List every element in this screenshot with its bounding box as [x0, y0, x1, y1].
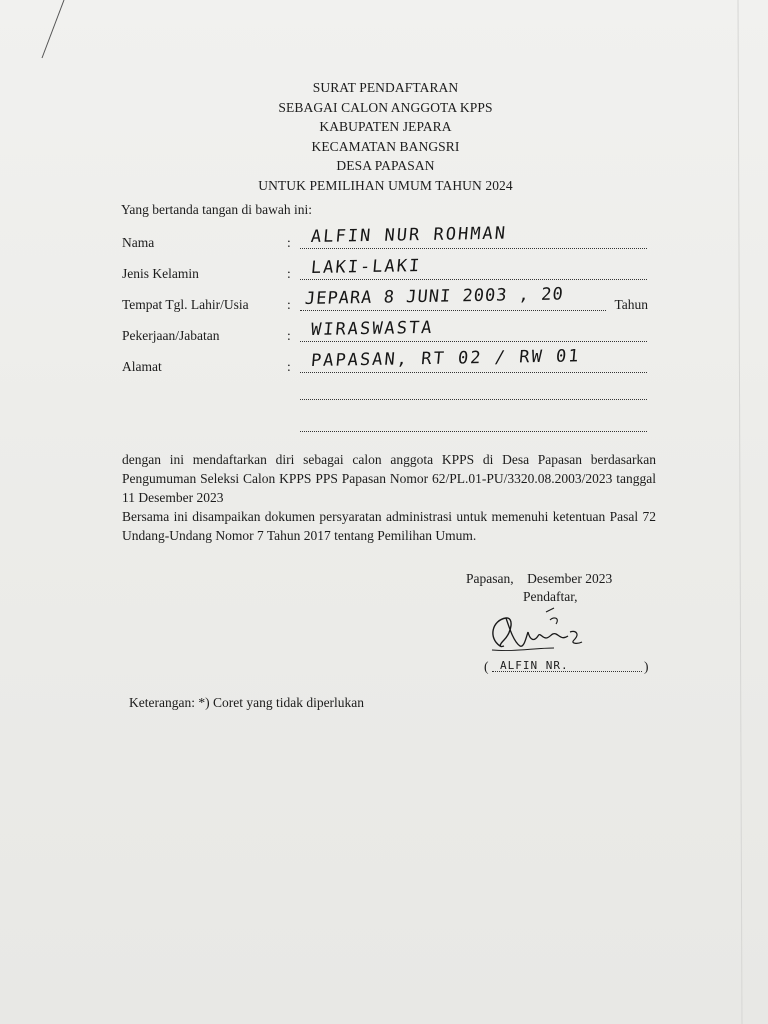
signer-name: ALFIN NR. — [500, 659, 569, 672]
paragraph-text: dengan ini mendaftarkan diri sebagai calon anggota KPPS di Desa Papasan berdasarkan Pengumuman Seleksi Calon KPPS PPS Papasan Nomor 62/PL.01-PU/3320.08.2003/2023 tanggal 11 Desember 2023 — [122, 452, 656, 505]
handwritten-value: JEPARA 8 JUNI 2003 , 20 — [304, 284, 565, 309]
field-jenis-kelamin — [122, 254, 662, 282]
handwritten-value: LAKI-LAKI — [310, 256, 423, 278]
field-label: Nama — [122, 235, 155, 250]
field-label: Alamat — [122, 359, 162, 374]
field-colon: : — [287, 297, 291, 312]
footnote: Keterangan: *) Coret yang tidak diperlukan — [129, 695, 365, 710]
title-line-5: DESA PAPASAN — [336, 158, 435, 173]
handwritten-value: PAPASAN, RT 02 / RW 01 — [310, 346, 582, 371]
intro-text: Yang bertanda tangan di bawah ini: — [121, 202, 312, 217]
dotted-line — [300, 279, 647, 280]
field-colon: : — [287, 266, 291, 281]
paren-open: ( — [484, 659, 489, 674]
document-title — [0, 78, 768, 195]
address-blank-line-1 — [300, 399, 647, 400]
field-colon: : — [287, 328, 291, 343]
title-line-4: KECAMATAN BANGSRI — [311, 138, 460, 154]
handwritten-value: WIRASWASTA — [310, 317, 435, 340]
paren-close: ) — [644, 659, 649, 674]
place-date: Papasan, Desember 2023 — [466, 571, 613, 586]
dotted-line — [300, 310, 606, 311]
dotted-line — [300, 248, 647, 249]
field-label: Pekerjaan/Jabatan — [122, 328, 220, 343]
field-colon: : — [287, 235, 291, 250]
signature-image — [484, 602, 594, 662]
paragraph-text: Bersama ini disampaikan dokumen persyaratan administrasi untuk memenuhi ketentuan Pasal 72 Undang-Undang Nomor 7 Tahun 2017 tentang Pemilihan Umum. — [122, 509, 656, 543]
field-nama — [122, 223, 662, 251]
dotted-line — [300, 372, 647, 373]
title-line-1: SURAT PENDAFTARAN — [312, 80, 459, 95]
handwritten-value: ALFIN NUR ROHMAN — [310, 223, 508, 247]
registration-paragraph — [122, 450, 656, 507]
field-tempat-tgl-lahir — [122, 285, 662, 313]
signer-label: Pendaftar, — [523, 589, 578, 604]
field-suffix: Tahun — [614, 297, 648, 312]
field-pekerjaan — [122, 316, 662, 344]
address-blank-line-2 — [300, 431, 647, 432]
field-colon: : — [287, 359, 291, 374]
field-alamat — [122, 347, 662, 375]
attachment-paragraph — [122, 507, 656, 545]
field-label: Jenis Kelamin — [122, 266, 199, 281]
dotted-line — [300, 341, 647, 342]
title-line-2: SEBAGAI CALON ANGGOTA KPPS — [278, 99, 493, 115]
title-line-3: KABUPATEN JEPARA — [319, 119, 452, 134]
field-label: Tempat Tgl. Lahir/Usia — [122, 297, 249, 312]
signer-name-line — [484, 655, 654, 675]
title-line-6: UNTUK PEMILIHAN UMUM TAHUN 2024 — [258, 177, 513, 193]
